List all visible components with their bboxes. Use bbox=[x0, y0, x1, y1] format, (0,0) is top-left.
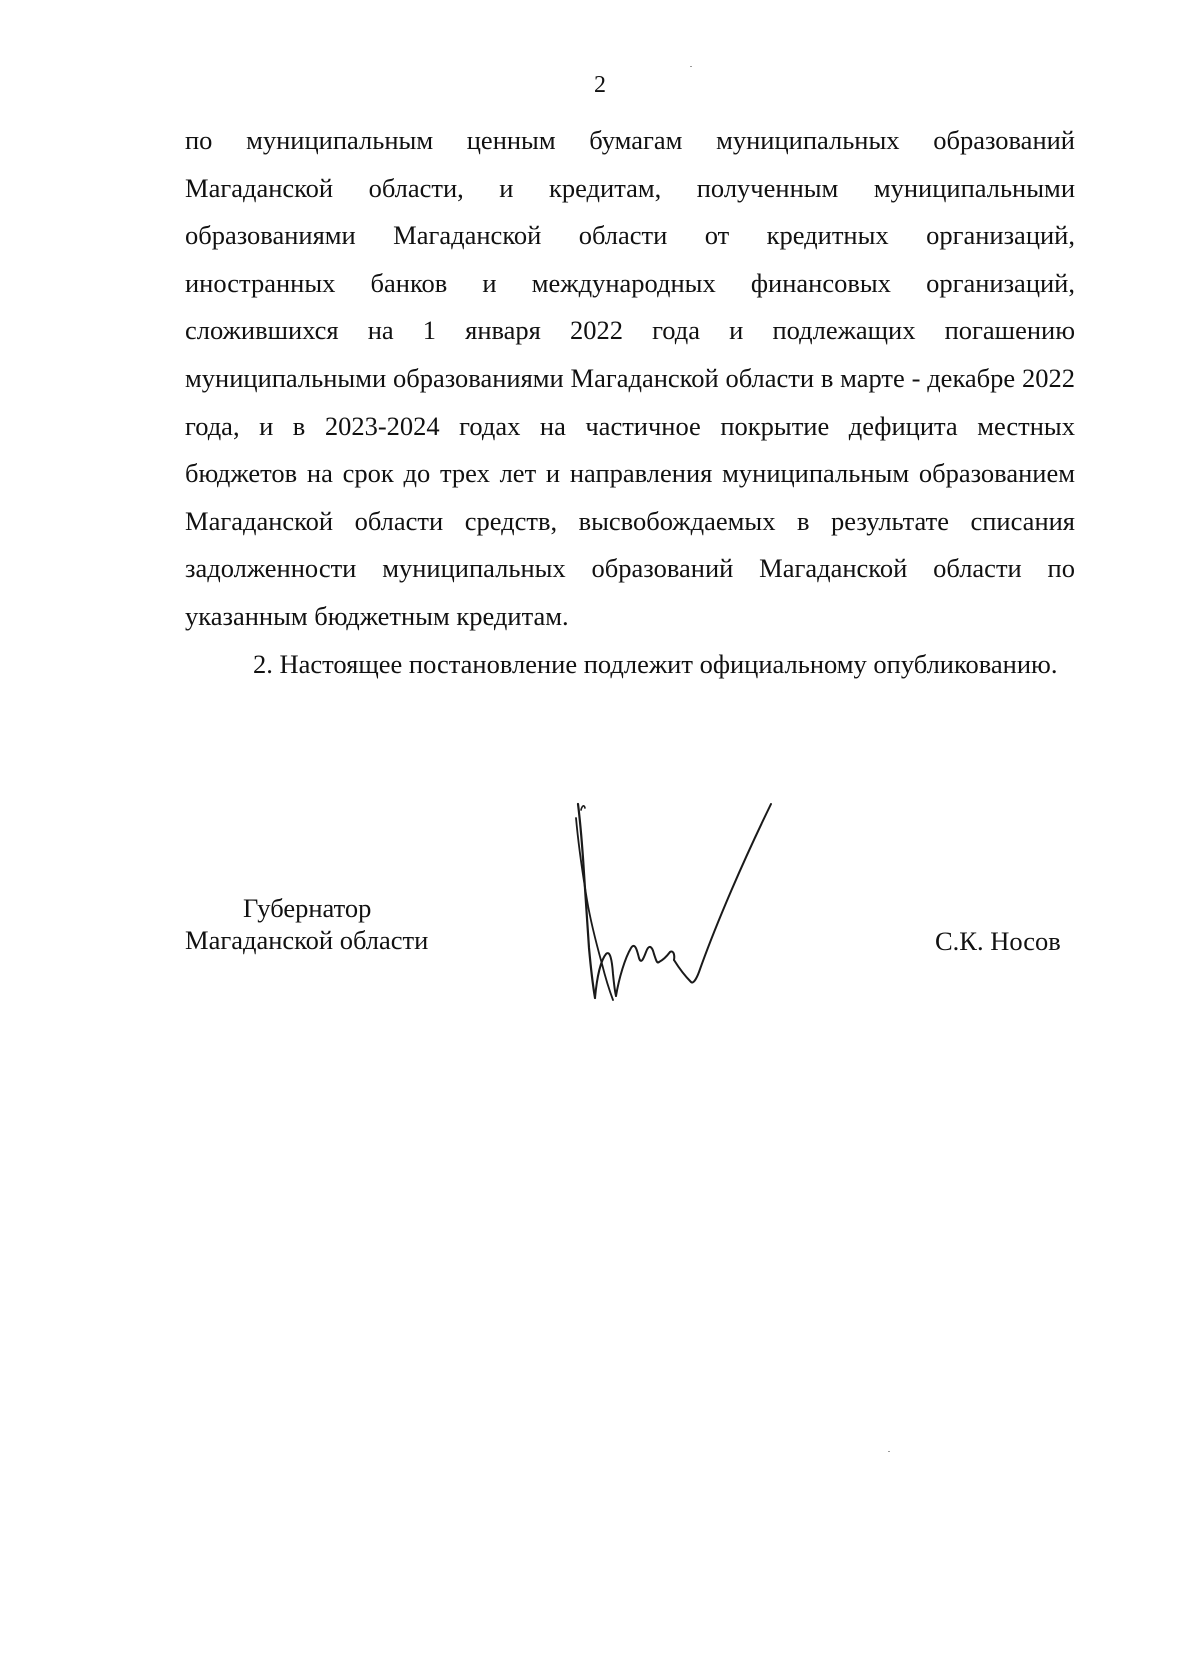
scan-artifact bbox=[690, 66, 692, 67]
document-body bbox=[185, 117, 1075, 688]
paragraph-publication: 2. Настоящее постановление подлежит официальному опубликованию. bbox=[253, 648, 1058, 679]
scan-artifact bbox=[888, 1451, 890, 1452]
signatory-position bbox=[185, 892, 428, 956]
handwritten-signature bbox=[575, 800, 775, 1010]
paragraph-continuation: по муниципальным ценным бумагам муниципальных образований Магаданской области, и кредитам, полученным муниципальными образованиями Магаданской области от кредитных организаций, иностранных банков и международных финансовых организаций, сложившихся на 1 января 2022 года и подлежащих погашению муниципальными образованиями Магаданской области в марте - декабре 2022 года, и в 2023-2024 годах на частичное покрытие дефицита местных бюджетов на срок до трех лет и направления муниципальным образованием Магаданской области средств, высвобождаемых в результате списания задолженности муниципальных образований Магаданской области по указанным бюджетным кредитам. bbox=[185, 125, 1075, 631]
page-number: 2 bbox=[594, 72, 606, 98]
signatory-position-region: Магаданской области bbox=[185, 925, 429, 955]
signatory-name: С.К. Носов bbox=[935, 926, 1061, 956]
signatory-position-title: Губернатор bbox=[243, 893, 372, 923]
